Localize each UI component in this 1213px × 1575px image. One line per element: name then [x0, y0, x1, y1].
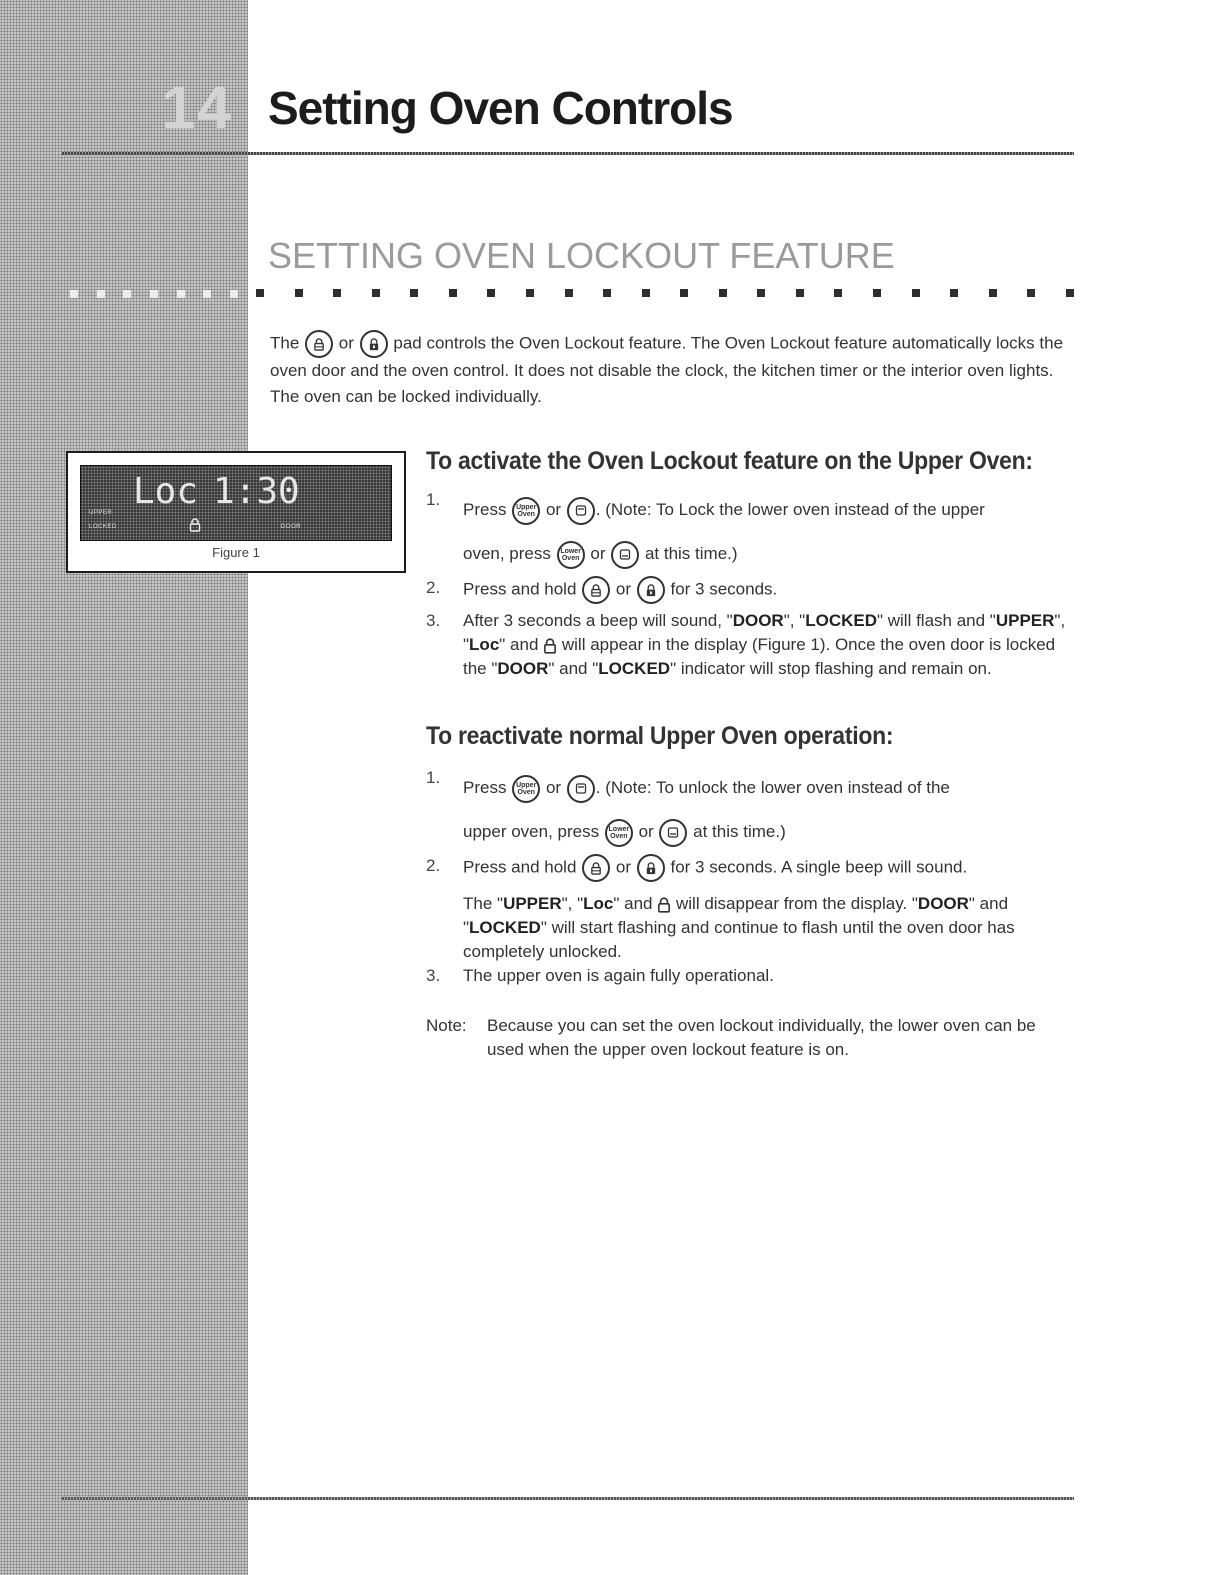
upper-oven-symbol-icon: [567, 497, 595, 525]
lock-pad-icon: [582, 854, 610, 882]
intro-paragraph: The or pad controls the Oven Lockout feature. The Oven Lockout feature automatically locks the oven door and the oven control. It does not disable the clock, the kitchen timer or the interior oven lights. The oven can be locked individually.: [270, 330, 1070, 410]
display-door-indicator: DOOR: [281, 524, 301, 530]
page-number: 14: [162, 74, 233, 141]
footer-rule: [62, 1497, 1074, 1500]
header-rule: [62, 152, 1074, 155]
display-loc-text: Loc: [133, 471, 199, 512]
lock-icon: [657, 897, 671, 913]
lock-pad-icon: [582, 576, 610, 604]
figure-1: [66, 451, 406, 573]
lock-filled-pad-icon: [360, 330, 388, 358]
display-time-text: 1:30: [213, 471, 300, 512]
figure-caption: Figure 1: [212, 545, 260, 560]
lower-oven-symbol-icon: [659, 819, 687, 847]
display-upper-indicator: UPPER: [89, 510, 113, 516]
sidebar-dot-divider: [70, 290, 238, 298]
display-lock-icon: [189, 518, 201, 532]
lock-filled-pad-icon: [637, 854, 665, 882]
page-title: Setting Oven Controls: [268, 82, 733, 134]
section-title: SETTING OVEN LOCKOUT FEATURE: [268, 235, 895, 276]
lower-oven-pad-icon: Lower Oven: [605, 819, 633, 847]
section-dot-divider: [256, 289, 1074, 298]
upper-oven-pad-icon: Upper Oven: [512, 775, 540, 803]
lower-oven-symbol-icon: [611, 541, 639, 569]
oven-display: [80, 465, 392, 541]
display-locked-indicator: LOCKED: [89, 524, 117, 530]
lower-oven-pad-icon: Lower Oven: [557, 541, 585, 569]
lock-pad-icon: [305, 330, 333, 358]
lock-icon: [543, 638, 557, 654]
lock-filled-pad-icon: [637, 576, 665, 604]
activate-heading: To activate the Oven Lockout feature on the Upper Oven:: [426, 447, 1033, 475]
note-text: Because you can set the oven lockout individually, the lower oven can be used when the upper oven lockout feature is on.: [487, 1016, 1036, 1059]
page-sidebar: [0, 0, 248, 1575]
reactivate-heading: To reactivate normal Upper Oven operation:: [426, 722, 894, 750]
upper-oven-symbol-icon: [567, 775, 595, 803]
upper-oven-pad-icon: Upper Oven: [512, 497, 540, 525]
note-label: Note:: [426, 1016, 467, 1035]
